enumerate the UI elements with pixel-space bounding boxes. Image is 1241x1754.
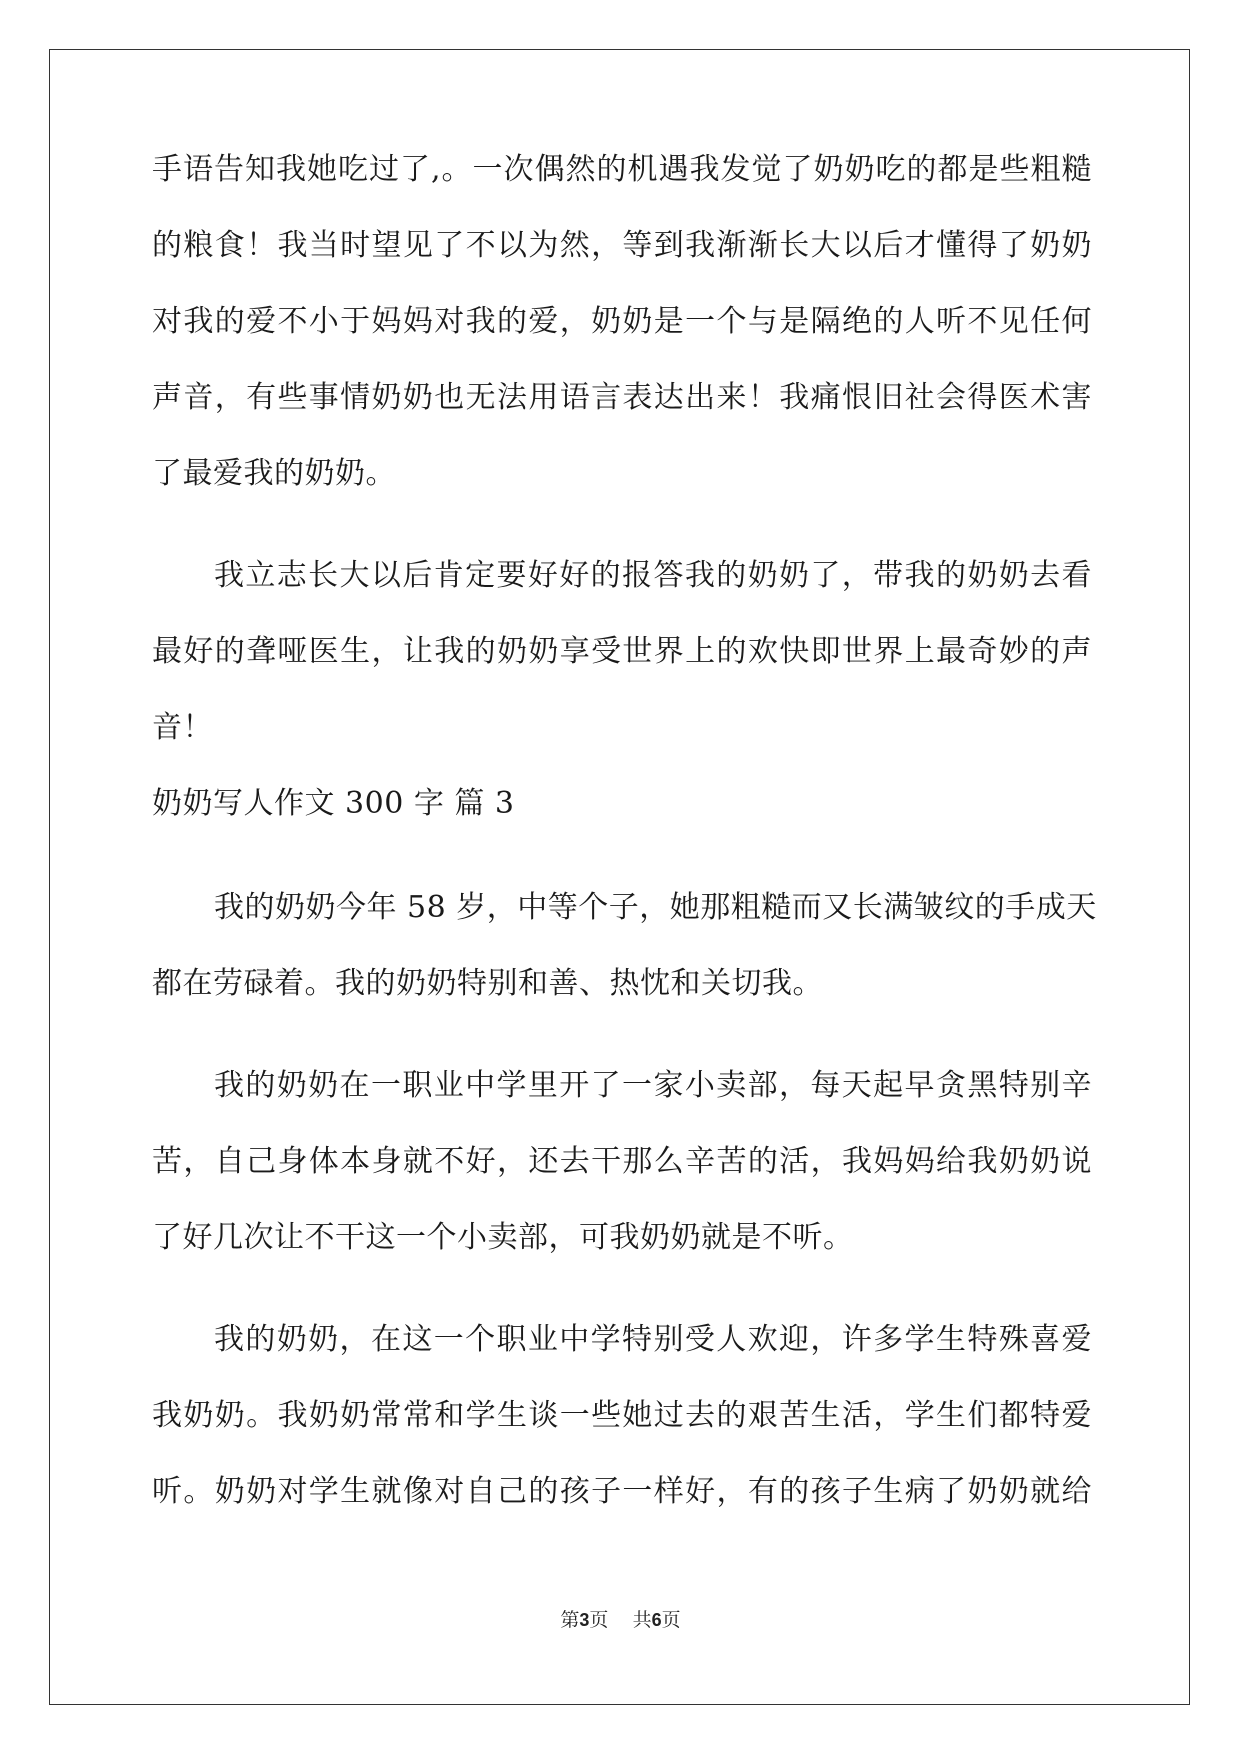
paragraph-line: 我的奶奶今年 58 岁，中等个子，她那粗糙而又长满皱纹的手成天 <box>214 890 1097 925</box>
paragraph-line: 了最爱我的奶奶。 <box>152 456 396 491</box>
section-heading: 奶奶写人作文 300 字 篇 3 <box>152 786 515 821</box>
paragraph-line: 的粮食！我当时望见了不以为然，等到我渐渐长大以后才懂得了奶奶 <box>152 228 1092 263</box>
paragraph-line: 苦，自己身体本身就不好，还去干那么辛苦的活，我妈妈给我奶奶说 <box>152 1144 1092 1179</box>
paragraph-line: 手语告知我她吃过了,。一次偶然的机遇我发觉了奶奶吃的都是些粗糙 <box>152 152 1092 187</box>
paragraph-line: 了好几次让不干这一个小卖部，可我奶奶就是不听。 <box>152 1220 854 1255</box>
page-footer <box>0 1608 1241 1632</box>
page-prefix: 第 <box>560 1609 580 1631</box>
paragraph-line: 听。奶奶对学生就像对自己的孩子一样好，有的孩子生病了奶奶就给 <box>152 1474 1092 1509</box>
page-suffix: 页 <box>589 1609 609 1631</box>
total-page-number: 6 <box>651 1610 662 1630</box>
paragraph-line: 音！ <box>152 710 213 745</box>
paragraph-line: 对我的爱不小于妈妈对我的爱，奶奶是一个与是隔绝的人听不见任何 <box>152 304 1092 339</box>
total-prefix: 共 <box>632 1609 652 1631</box>
paragraph-line: 我的奶奶，在这一个职业中学特别受人欢迎，许多学生特殊喜爱 <box>214 1322 1092 1357</box>
paragraph-line: 都在劳碌着。我的奶奶特别和善、热忱和关切我。 <box>152 966 823 1001</box>
paragraph-line: 我立志长大以后肯定要好好的报答我的奶奶了，带我的奶奶去看 <box>214 558 1092 593</box>
paragraph-line: 声音，有些事情奶奶也无法用语言表达出来！我痛恨旧社会得医术害 <box>152 380 1092 415</box>
total-suffix: 页 <box>661 1609 681 1631</box>
paragraph-line: 我的奶奶在一职业中学里开了一家小卖部，每天起早贪黑特别辛 <box>214 1068 1092 1103</box>
page-border <box>49 49 1190 1705</box>
paragraph-line: 最好的聋哑医生，让我的奶奶享受世界上的欢快即世界上最奇妙的声 <box>152 634 1092 669</box>
paragraph-line: 我奶奶。我奶奶常常和学生谈一些她过去的艰苦生活，学生们都特爱 <box>152 1398 1092 1433</box>
current-page-number: 3 <box>579 1610 590 1630</box>
